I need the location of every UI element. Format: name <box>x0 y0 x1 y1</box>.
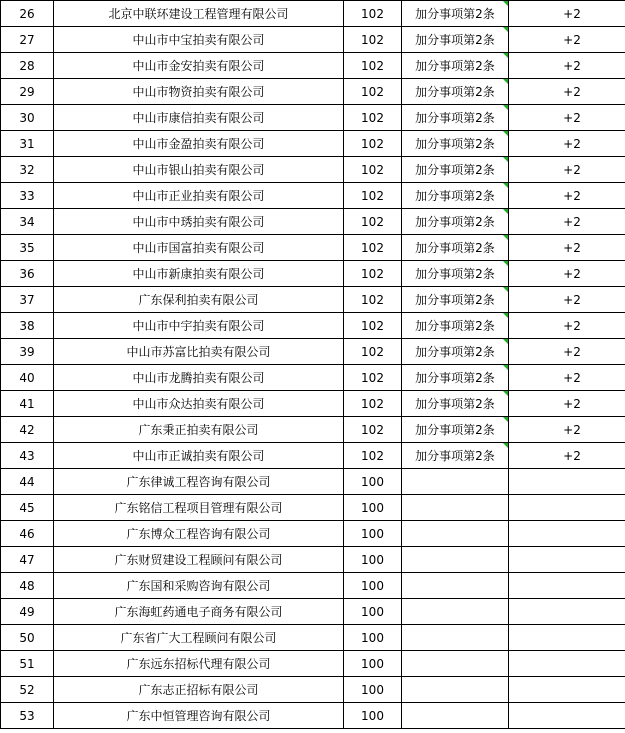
table-row <box>1 391 625 417</box>
table-row <box>1 365 625 391</box>
score-cell[interactable]: 102 <box>344 417 402 443</box>
bonus-item-cell[interactable]: 加分事项第2条 <box>402 235 509 261</box>
table-row <box>1 547 625 573</box>
row-number-cell[interactable]: 47 <box>1 547 54 573</box>
row-number-cell[interactable]: 29 <box>1 79 54 105</box>
bonus-item-cell[interactable] <box>402 573 509 599</box>
bonus-item-cell[interactable]: 加分事项第2条 <box>402 287 509 313</box>
bonus-value-cell[interactable] <box>509 703 625 729</box>
table-row <box>1 261 625 287</box>
company-name-cell[interactable]: 广东远东招标代理有限公司 <box>54 651 344 677</box>
bonus-value-cell[interactable] <box>509 495 625 521</box>
score-cell[interactable]: 102 <box>344 313 402 339</box>
bonus-item-cell[interactable]: 加分事项第2条 <box>402 157 509 183</box>
bonus-value-cell[interactable]: +2 <box>509 339 625 365</box>
company-name-cell[interactable]: 中山市金盈拍卖有限公司 <box>54 131 344 157</box>
company-name-cell[interactable]: 中山市正业拍卖有限公司 <box>54 183 344 209</box>
company-name-cell[interactable]: 中山市银山拍卖有限公司 <box>54 157 344 183</box>
table-row <box>1 157 625 183</box>
score-cell[interactable]: 100 <box>344 469 402 495</box>
score-cell[interactable]: 100 <box>344 599 402 625</box>
company-name-cell[interactable]: 中山市中宇拍卖有限公司 <box>54 313 344 339</box>
company-name-cell[interactable]: 中山市金安拍卖有限公司 <box>54 53 344 79</box>
table-row <box>1 313 625 339</box>
score-cell[interactable]: 102 <box>344 79 402 105</box>
row-number-cell[interactable]: 44 <box>1 469 54 495</box>
company-name-cell[interactable]: 中山市物资拍卖有限公司 <box>54 79 344 105</box>
score-cell[interactable]: 100 <box>344 495 402 521</box>
score-cell[interactable]: 102 <box>344 235 402 261</box>
score-cell[interactable]: 102 <box>344 131 402 157</box>
row-number-cell[interactable]: 38 <box>1 313 54 339</box>
bonus-value-cell[interactable]: +2 <box>509 443 625 469</box>
score-cell[interactable]: 102 <box>344 365 402 391</box>
table-row <box>1 469 625 495</box>
bonus-value-cell[interactable]: +2 <box>509 183 625 209</box>
table-row <box>1 287 625 313</box>
bonus-item-cell[interactable]: 加分事项第2条 <box>402 443 509 469</box>
table-row <box>1 209 625 235</box>
company-name-cell[interactable]: 北京中联环建设工程管理有限公司 <box>54 1 344 27</box>
row-number-cell[interactable]: 31 <box>1 131 54 157</box>
row-number-cell[interactable]: 26 <box>1 1 54 27</box>
row-number-cell[interactable]: 53 <box>1 703 54 729</box>
row-number-cell[interactable]: 30 <box>1 105 54 131</box>
bonus-value-cell[interactable] <box>509 677 625 703</box>
bonus-value-cell[interactable] <box>509 573 625 599</box>
score-cell[interactable]: 102 <box>344 261 402 287</box>
row-number-cell[interactable]: 39 <box>1 339 54 365</box>
table-row <box>1 131 625 157</box>
score-cell[interactable]: 100 <box>344 573 402 599</box>
company-name-cell[interactable]: 广东保利拍卖有限公司 <box>54 287 344 313</box>
bonus-item-cell[interactable]: 加分事项第2条 <box>402 209 509 235</box>
row-number-cell[interactable]: 37 <box>1 287 54 313</box>
bonus-value-cell[interactable]: +2 <box>509 157 625 183</box>
bonus-value-cell[interactable] <box>509 547 625 573</box>
score-cell[interactable]: 102 <box>344 53 402 79</box>
score-cell[interactable]: 102 <box>344 157 402 183</box>
bonus-item-cell[interactable] <box>402 677 509 703</box>
bonus-value-cell[interactable]: +2 <box>509 391 625 417</box>
row-number-cell[interactable]: 41 <box>1 391 54 417</box>
company-name-cell[interactable]: 中山市龙腾拍卖有限公司 <box>54 365 344 391</box>
score-cell[interactable]: 102 <box>344 287 402 313</box>
table-row <box>1 27 625 53</box>
bonus-item-cell[interactable] <box>402 625 509 651</box>
row-number-cell[interactable]: 45 <box>1 495 54 521</box>
company-name-cell[interactable]: 广东律诚工程咨询有限公司 <box>54 469 344 495</box>
company-name-cell[interactable]: 广东国和采购咨询有限公司 <box>54 573 344 599</box>
bonus-item-cell[interactable] <box>402 521 509 547</box>
row-number-cell[interactable]: 43 <box>1 443 54 469</box>
table-row <box>1 105 625 131</box>
bonus-value-cell[interactable]: +2 <box>509 365 625 391</box>
company-name-cell[interactable]: 中山市众达拍卖有限公司 <box>54 391 344 417</box>
company-name-cell[interactable]: 中山市中宝拍卖有限公司 <box>54 27 344 53</box>
bonus-value-cell[interactable]: +2 <box>509 1 625 27</box>
row-number-cell[interactable]: 35 <box>1 235 54 261</box>
company-name-cell[interactable]: 广东志正招标有限公司 <box>54 677 344 703</box>
table-row <box>1 1 625 27</box>
bonus-value-cell[interactable]: +2 <box>509 235 625 261</box>
score-cell[interactable]: 100 <box>344 677 402 703</box>
table-body <box>1 1 625 729</box>
company-name-cell[interactable]: 中山市新康拍卖有限公司 <box>54 261 344 287</box>
score-cell[interactable]: 100 <box>344 547 402 573</box>
table-row <box>1 651 625 677</box>
bonus-value-cell[interactable]: +2 <box>509 313 625 339</box>
table-row <box>1 677 625 703</box>
company-name-cell[interactable]: 广东博众工程咨询有限公司 <box>54 521 344 547</box>
bonus-item-cell[interactable]: 加分事项第2条 <box>402 27 509 53</box>
bonus-value-cell[interactable]: +2 <box>509 287 625 313</box>
table-row <box>1 443 625 469</box>
score-cell[interactable]: 102 <box>344 183 402 209</box>
row-number-cell[interactable]: 32 <box>1 157 54 183</box>
bonus-value-cell[interactable]: +2 <box>509 131 625 157</box>
table-row <box>1 417 625 443</box>
company-name-cell[interactable]: 中山市苏富比拍卖有限公司 <box>54 339 344 365</box>
bonus-item-cell[interactable] <box>402 703 509 729</box>
score-cell[interactable]: 100 <box>344 703 402 729</box>
row-number-cell[interactable]: 28 <box>1 53 54 79</box>
table-row <box>1 495 625 521</box>
bonus-item-cell[interactable] <box>402 495 509 521</box>
bonus-item-cell[interactable]: 加分事项第2条 <box>402 105 509 131</box>
bonus-item-cell[interactable]: 加分事项第2条 <box>402 417 509 443</box>
row-number-cell[interactable]: 40 <box>1 365 54 391</box>
row-number-cell[interactable]: 27 <box>1 27 54 53</box>
bonus-value-cell[interactable] <box>509 469 625 495</box>
score-cell[interactable]: 102 <box>344 339 402 365</box>
table-row <box>1 521 625 547</box>
score-cell[interactable]: 100 <box>344 625 402 651</box>
bonus-item-cell[interactable]: 加分事项第2条 <box>402 313 509 339</box>
bonus-item-cell[interactable]: 加分事项第2条 <box>402 365 509 391</box>
company-name-cell[interactable]: 广东海虹药通电子商务有限公司 <box>54 599 344 625</box>
score-cell[interactable]: 102 <box>344 391 402 417</box>
company-name-cell[interactable]: 广东铭信工程项目管理有限公司 <box>54 495 344 521</box>
bonus-item-cell[interactable]: 加分事项第2条 <box>402 131 509 157</box>
bonus-value-cell[interactable]: +2 <box>509 53 625 79</box>
bonus-item-cell[interactable] <box>402 547 509 573</box>
bonus-value-cell[interactable] <box>509 651 625 677</box>
bonus-item-cell[interactable]: 加分事项第2条 <box>402 1 509 27</box>
company-name-cell[interactable]: 广东财贸建设工程顾问有限公司 <box>54 547 344 573</box>
score-cell[interactable]: 102 <box>344 1 402 27</box>
score-cell[interactable]: 102 <box>344 105 402 131</box>
company-name-cell[interactable]: 广东省广大工程顾问有限公司 <box>54 625 344 651</box>
row-number-cell[interactable]: 33 <box>1 183 54 209</box>
table-row <box>1 573 625 599</box>
row-number-cell[interactable]: 36 <box>1 261 54 287</box>
bonus-value-cell[interactable] <box>509 599 625 625</box>
company-name-cell[interactable]: 中山市国富拍卖有限公司 <box>54 235 344 261</box>
score-cell[interactable]: 102 <box>344 209 402 235</box>
bonus-value-cell[interactable]: +2 <box>509 105 625 131</box>
company-name-cell[interactable]: 广东中恒管理咨询有限公司 <box>54 703 344 729</box>
table-row <box>1 53 625 79</box>
company-name-cell[interactable]: 中山市正诚拍卖有限公司 <box>54 443 344 469</box>
table-row <box>1 339 625 365</box>
score-cell[interactable]: 102 <box>344 27 402 53</box>
bonus-item-cell[interactable]: 加分事项第2条 <box>402 339 509 365</box>
bonus-value-cell[interactable]: +2 <box>509 79 625 105</box>
company-name-cell[interactable]: 中山市中琇拍卖有限公司 <box>54 209 344 235</box>
row-number-cell[interactable]: 48 <box>1 573 54 599</box>
bonus-item-cell[interactable]: 加分事项第2条 <box>402 391 509 417</box>
row-number-cell[interactable]: 50 <box>1 625 54 651</box>
bonus-item-cell[interactable]: 加分事项第2条 <box>402 79 509 105</box>
table-row <box>1 703 625 729</box>
row-number-cell[interactable]: 52 <box>1 677 54 703</box>
row-number-cell[interactable]: 49 <box>1 599 54 625</box>
table-row <box>1 183 625 209</box>
table-row <box>1 79 625 105</box>
score-cell[interactable]: 102 <box>344 443 402 469</box>
score-cell[interactable]: 100 <box>344 651 402 677</box>
bonus-item-cell[interactable] <box>402 651 509 677</box>
bonus-value-cell[interactable]: +2 <box>509 417 625 443</box>
bonus-item-cell[interactable]: 加分事项第2条 <box>402 53 509 79</box>
company-name-cell[interactable]: 广东秉正拍卖有限公司 <box>54 417 344 443</box>
bonus-value-cell[interactable]: +2 <box>509 261 625 287</box>
company-name-cell[interactable]: 中山市康信拍卖有限公司 <box>54 105 344 131</box>
row-number-cell[interactable]: 42 <box>1 417 54 443</box>
table-row <box>1 599 625 625</box>
bonus-value-cell[interactable]: +2 <box>509 209 625 235</box>
row-number-cell[interactable]: 46 <box>1 521 54 547</box>
table-row <box>1 625 625 651</box>
row-number-cell[interactable]: 34 <box>1 209 54 235</box>
bonus-item-cell[interactable] <box>402 469 509 495</box>
bonus-value-cell[interactable]: +2 <box>509 27 625 53</box>
bonus-value-cell[interactable] <box>509 521 625 547</box>
bonus-item-cell[interactable] <box>402 599 509 625</box>
row-number-cell[interactable]: 51 <box>1 651 54 677</box>
table-row <box>1 235 625 261</box>
score-cell[interactable]: 100 <box>344 521 402 547</box>
bonus-item-cell[interactable]: 加分事项第2条 <box>402 261 509 287</box>
bonus-value-cell[interactable] <box>509 625 625 651</box>
bonus-item-cell[interactable]: 加分事项第2条 <box>402 183 509 209</box>
